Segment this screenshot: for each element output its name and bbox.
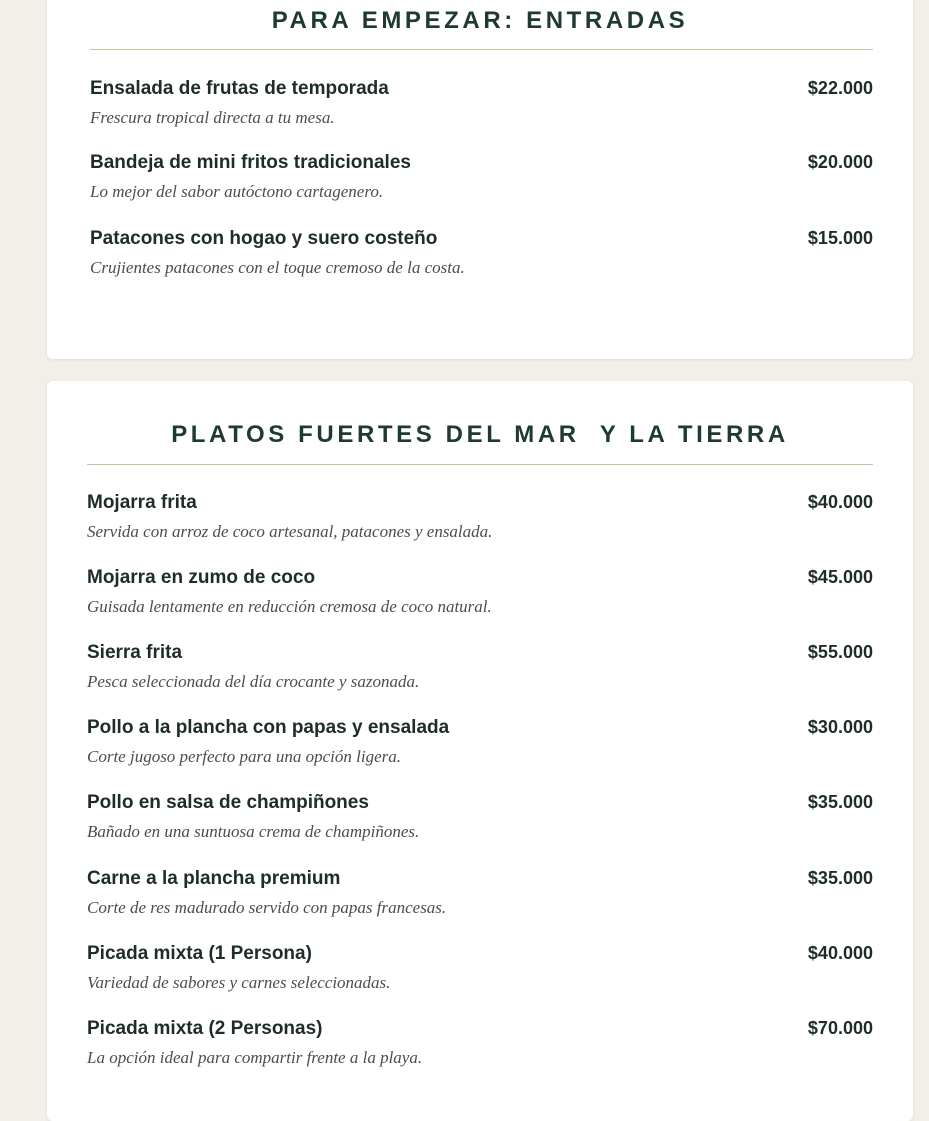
menu-item bbox=[87, 792, 873, 852]
item-description: Pesca seleccionada del día crocante y sazonada. bbox=[87, 672, 420, 691]
menu-item bbox=[87, 492, 873, 552]
item-description: Servida con arroz de coco artesanal, patacones y ensalada. bbox=[87, 522, 493, 541]
item-price: $35.000 bbox=[807, 792, 873, 812]
menu-item bbox=[87, 943, 873, 1003]
section-title: PLATOS FUERTES DEL MAR Y LA TIERRA bbox=[171, 421, 789, 448]
section-divider bbox=[87, 464, 873, 465]
menu-section-platos-fuertes bbox=[47, 381, 913, 1121]
item-name: Picada mixta (2 Personas) bbox=[87, 1018, 323, 1039]
item-name: Pollo a la plancha con papas y ensalada bbox=[87, 717, 450, 738]
section-divider bbox=[90, 49, 873, 50]
item-name: Sierra frita bbox=[87, 642, 183, 663]
item-price: $40.000 bbox=[807, 492, 873, 512]
menu-item bbox=[90, 228, 873, 288]
item-price: $45.000 bbox=[807, 567, 873, 587]
item-description: La opción ideal para compartir frente a la playa. bbox=[87, 1048, 423, 1067]
item-description: Corte jugoso perfecto para una opción ligera. bbox=[87, 747, 402, 766]
item-name: Pollo en salsa de champiñones bbox=[87, 792, 369, 813]
item-name: Mojarra en zumo de coco bbox=[87, 567, 316, 588]
menu-item bbox=[90, 78, 873, 138]
item-description: Corte de res madurado servido con papas francesas. bbox=[87, 898, 447, 917]
item-name: Mojarra frita bbox=[87, 492, 197, 513]
menu-item bbox=[87, 642, 873, 702]
item-description: Guisada lentamente en reducción cremosa de coco natural. bbox=[87, 597, 492, 616]
item-price: $35.000 bbox=[807, 868, 873, 888]
menu-section-entradas bbox=[47, 0, 913, 359]
item-name: Picada mixta (1 Persona) bbox=[87, 943, 312, 964]
item-description: Crujientes patacones con el toque cremoso de la costa. bbox=[90, 258, 465, 277]
menu-item bbox=[87, 868, 873, 928]
menu-item bbox=[87, 1018, 873, 1078]
item-name: Ensalada de frutas de temporada bbox=[90, 78, 389, 99]
menu-item bbox=[87, 717, 873, 777]
item-price: $22.000 bbox=[807, 78, 873, 98]
item-price: $55.000 bbox=[807, 642, 873, 662]
item-description: Lo mejor del sabor autóctono cartagenero. bbox=[90, 182, 384, 201]
item-name: Carne a la plancha premium bbox=[87, 868, 341, 889]
item-price: $40.000 bbox=[807, 943, 873, 963]
item-price: $70.000 bbox=[807, 1018, 873, 1038]
section-title: PARA EMPEZAR: ENTRADAS bbox=[271, 7, 689, 34]
item-price: $20.000 bbox=[807, 152, 873, 172]
menu-item bbox=[87, 567, 873, 627]
item-name: Bandeja de mini fritos tradicionales bbox=[90, 152, 411, 173]
item-name: Patacones con hogao y suero costeño bbox=[90, 228, 438, 249]
item-description: Frescura tropical directa a tu mesa. bbox=[90, 108, 335, 127]
menu-item bbox=[90, 152, 873, 212]
item-price: $30.000 bbox=[807, 717, 873, 737]
item-description: Variedad de sabores y carnes seleccionadas. bbox=[87, 973, 391, 992]
item-price: $15.000 bbox=[807, 228, 873, 248]
item-description: Bañado en una suntuosa crema de champiñones. bbox=[87, 822, 420, 841]
